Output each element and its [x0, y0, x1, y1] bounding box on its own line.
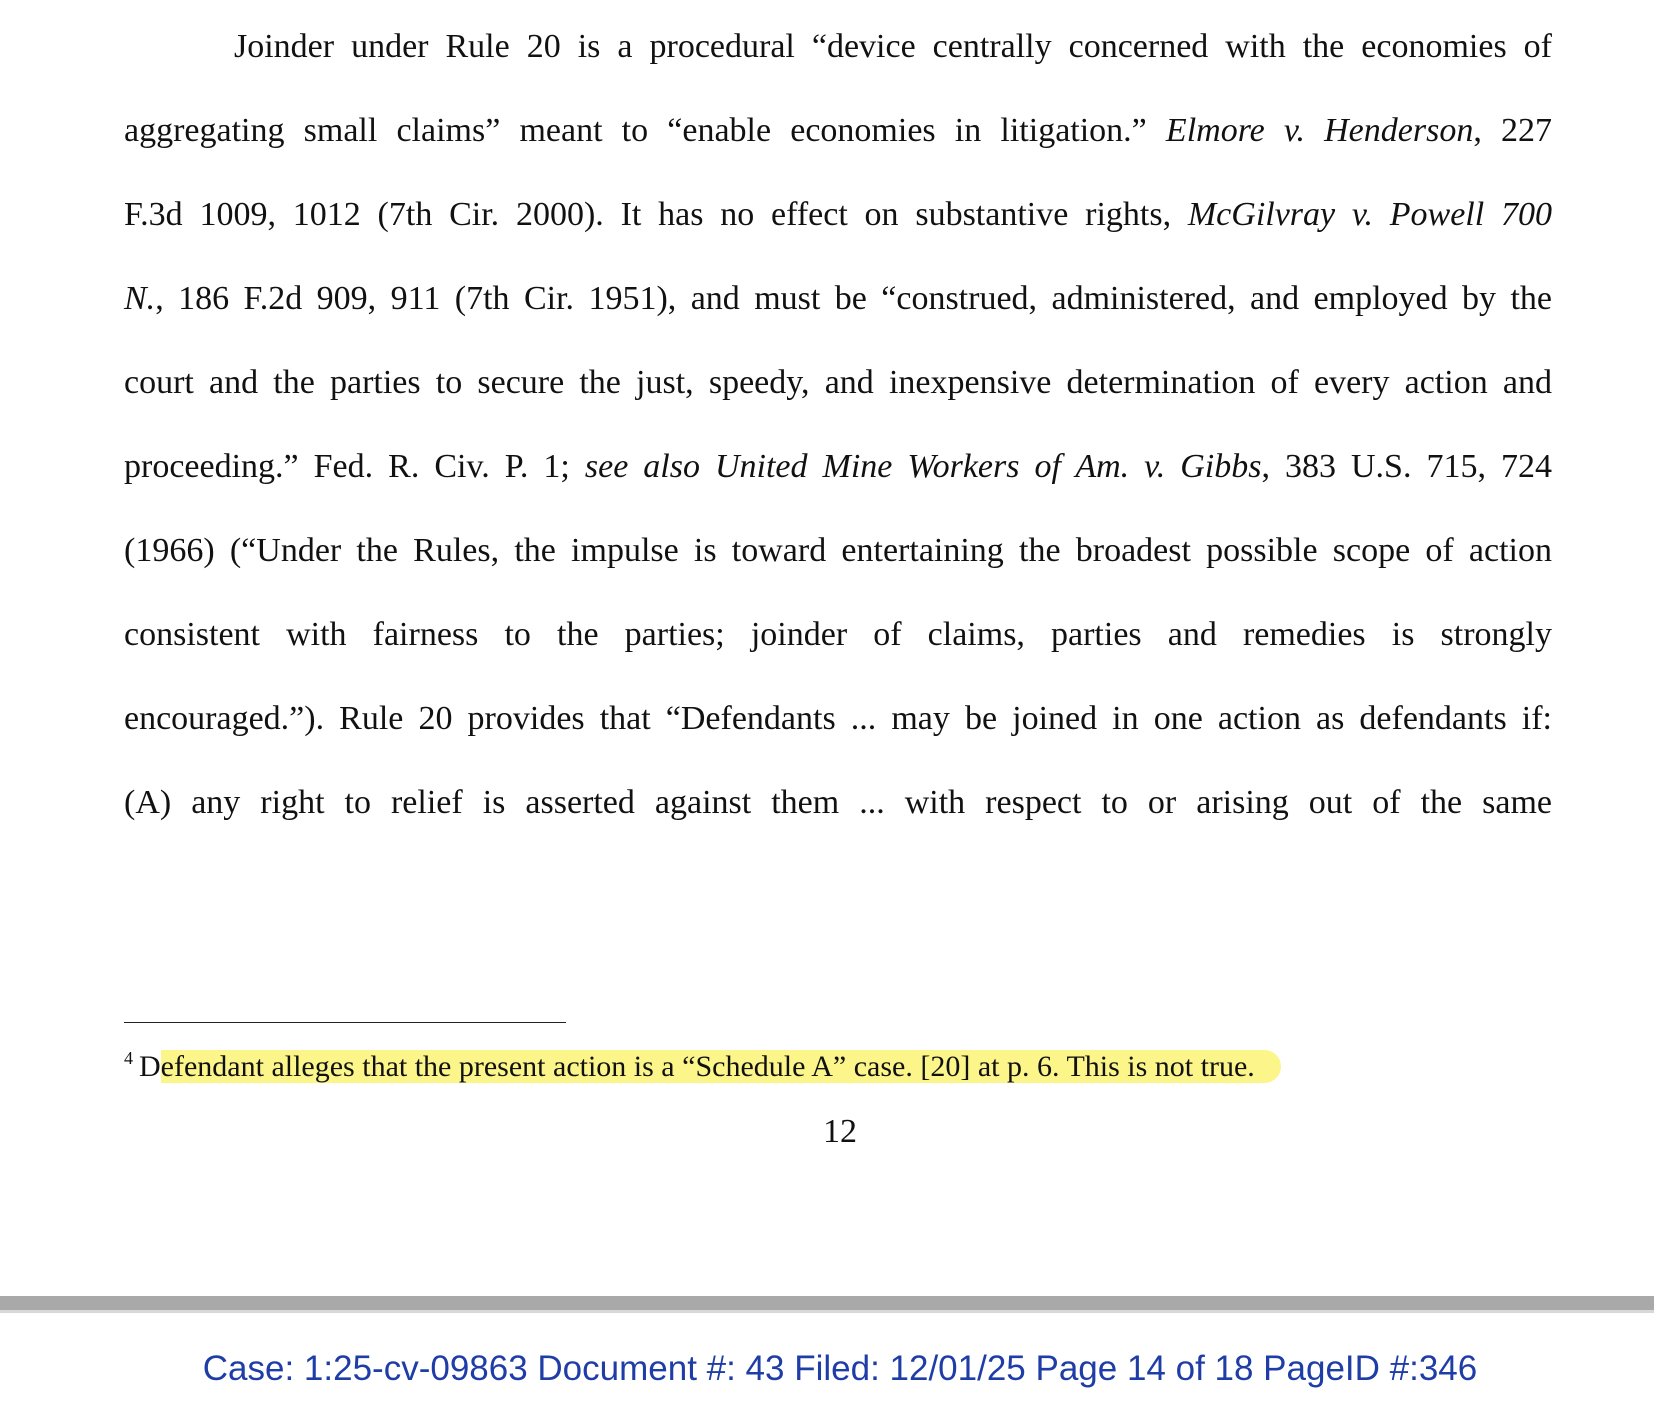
case-citation: McGilvray v. Powell 700 — [1187, 196, 1552, 233]
body-line-7: (1966) (“Under the Rules, the impulse is toward entertaining the broadest possible scope of action — [124, 532, 1552, 569]
case-citation: see also United Mine Workers of Am. v. Gibbs — [584, 448, 1262, 485]
footnote-separator — [124, 1022, 566, 1023]
body-line-10: (A) any right to relief is asserted against them ... with respect to or arising out of the same — [124, 784, 1552, 821]
case-citation: N. — [124, 280, 156, 317]
highlighted-text[interactable]: efendant alleges that the present action is a “Schedule A” case. [20] at p. 6. This is not true. — [161, 1050, 1281, 1083]
body-line-1: Joinder under Rule 20 is a procedural “device centrally concerned with the economies of — [234, 28, 1552, 65]
body-line-4: N., 186 F.2d 909, 911 (7th Cir. 1951), and must be “construed, administered, and employed by the — [124, 280, 1552, 317]
footnote-lead-letter: D — [139, 1050, 161, 1083]
page-footer — [0, 1313, 1654, 1408]
body-line-8: consistent with fairness to the parties; joinder of claims, parties and remedies is strongly — [124, 616, 1552, 653]
case-header-stamp: Case: 1:25-cv-09863 Document #: 43 Filed: 12/01/25 Page 14 of 18 PageID #:346 — [202, 1349, 1478, 1388]
body-line-6: proceeding.” Fed. R. Civ. P. 1; see also United Mine Workers of Am. v. Gibbs, 383 U.S. 715, 724 — [124, 448, 1552, 485]
case-citation: Elmore v. Henderson — [1165, 112, 1474, 149]
page-divider — [0, 1296, 1654, 1313]
body-paragraph — [124, 20, 1552, 860]
body-line-5: court and the parties to secure the just, speedy, and inexpensive determination of every action and — [124, 364, 1552, 401]
body-line-3: F.3d 1009, 1012 (7th Cir. 2000). It has no effect on substantive rights, McGilvray v. Powell 700 — [124, 196, 1552, 233]
page-number: 12 — [823, 1113, 857, 1150]
body-line-9: encouraged.”). Rule 20 provides that “Defendants ... may be joined in one action as defendants if: — [124, 700, 1552, 737]
body-line-2: aggregating small claims” meant to “enable economies in litigation.” Elmore v. Henderson, 227 — [124, 112, 1552, 149]
footnote-number: 4 — [124, 1048, 133, 1068]
footnote — [124, 1038, 1281, 1087]
